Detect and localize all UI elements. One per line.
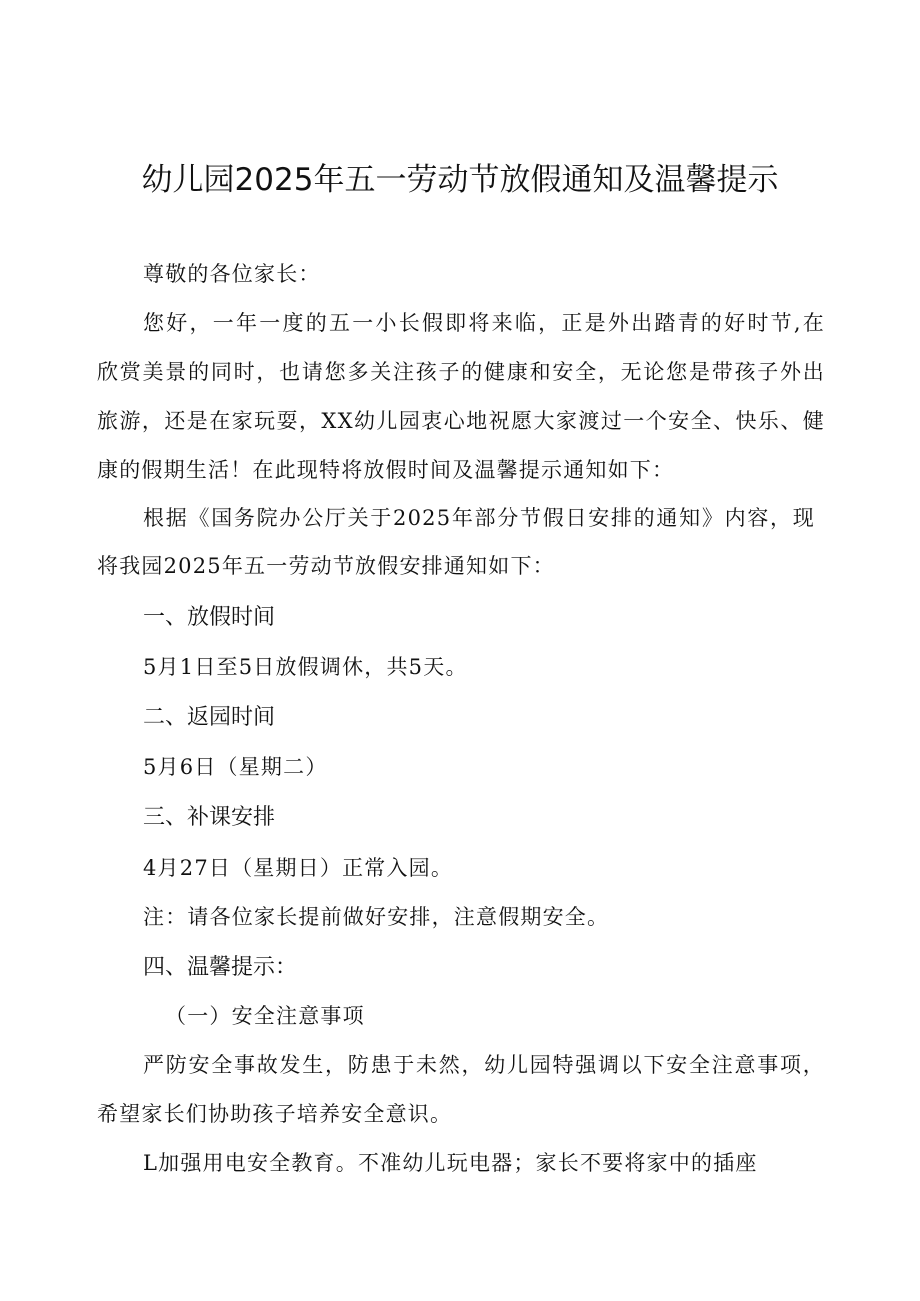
document-title: 幼儿园2025年五一劳动节放假通知及温馨提示	[141, 162, 779, 198]
section-2-heading: 二、返园时间	[143, 705, 276, 730]
basis-line-2: 将我园2025年五一劳动节放假安排通知如下：	[97, 554, 555, 578]
section-4-heading: 四、温馨提示：	[143, 955, 298, 980]
salutation: 尊敬的各位家长：	[143, 262, 321, 286]
intro-line-2: 欣赏美景的同时，也请您多关注孩子的健康和安全，无论您是带孩子外出	[97, 360, 825, 384]
section-3-note: 注：请各位家长提前做好安排，注意假期安全。	[143, 905, 610, 929]
intro-line-4: 康的假期生活！在此现特将放假时间及温馨提示通知如下：	[97, 458, 675, 482]
section-4-subheading: （一）安全注意事项	[165, 1004, 365, 1028]
intro-line-3: 旅游，还是在家玩耍，XX幼儿园衷心地祝愿大家渡过一个安全、快乐、健	[97, 409, 825, 433]
safety-para-line-2: 希望家长们协助孩子培养安全意识。	[97, 1102, 453, 1126]
safety-para-line-1: 严防安全事故发生，防患于未然，幼儿园特强调以下安全注意事项，	[143, 1053, 825, 1077]
section-1-heading: 一、放假时间	[143, 605, 276, 630]
section-2-text: 5月6日（星期二）	[143, 755, 328, 779]
intro-line-1: 您好，一年一度的五一小长假即将来临，正是外出踏青的好时节,在	[143, 311, 825, 335]
section-3-text: 4月27日（星期日）正常入园。	[143, 856, 454, 880]
section-3-heading: 三、补课安排	[143, 805, 276, 830]
basis-line-1: 根据《国务院办公厅关于2025年部分节假日安排的通知》内容，现	[143, 506, 815, 530]
section-1-text: 5月1日至5日放假调休，共5天。	[143, 655, 468, 679]
safety-item-1: L加强用电安全教育。不准幼儿玩电器；家长不要将家中的插座	[143, 1151, 758, 1175]
